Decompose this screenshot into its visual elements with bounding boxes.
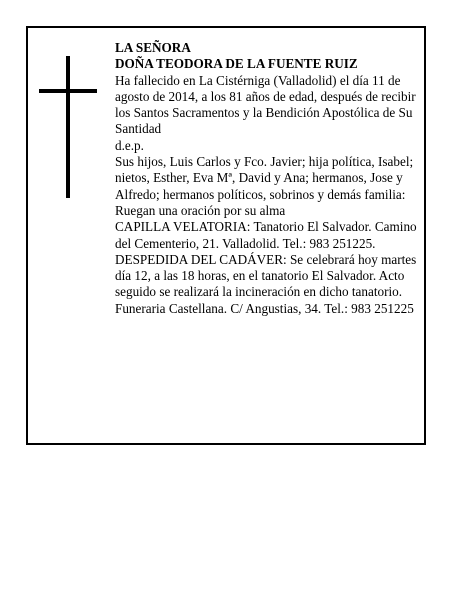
- death-announcement: Ha fallecido en La Cistérniga (Valladolid) el día 11 de agosto de 2014, a los 81 años de edad, después de recibir los Santos Sacramentos y la Bendición Apostólica de Su Santidad: [115, 72, 416, 137]
- farewell-info: DESPEDIDA DEL CADÁVER: Se celebrará hoy martes día 12, a las 18 horas, en el tanatorio El Salvador. Acto seguido se realizará la incineración en dicho tanatorio.: [115, 251, 417, 300]
- cross-icon: [39, 56, 97, 198]
- family-list: Sus hijos, Luis Carlos y Fco. Javier; hija política, Isabel; nietos, Esther, Eva Mª, David y Ana; hermanos, Jose y Alfredo; hermanos políticos, sobrinos y demás familia:: [115, 154, 414, 202]
- obituary-text: [115, 40, 419, 317]
- obituary-notice: [26, 26, 426, 445]
- notice-heading-title: LA SEÑORA: [115, 40, 191, 55]
- deceased-name: DOÑA TEODORA DE LA FUENTE RUIZ: [115, 56, 358, 72]
- rip-abbreviation: d.e.p.: [115, 137, 144, 153]
- chapel-info: CAPILLA VELATORIA: Tanatorio El Salvador. Camino del Cementerio, 21. Valladolid. Tel.: 983 251225.: [115, 219, 417, 251]
- prayer-request: Ruegan una oración por su alma: [115, 202, 286, 218]
- cross-vertical-bar: [66, 56, 70, 198]
- funeral-home-info: Funeraria Castellana. C/ Angustias, 34. Tel.: 983 251225: [115, 300, 414, 316]
- cross-horizontal-bar: [39, 89, 97, 93]
